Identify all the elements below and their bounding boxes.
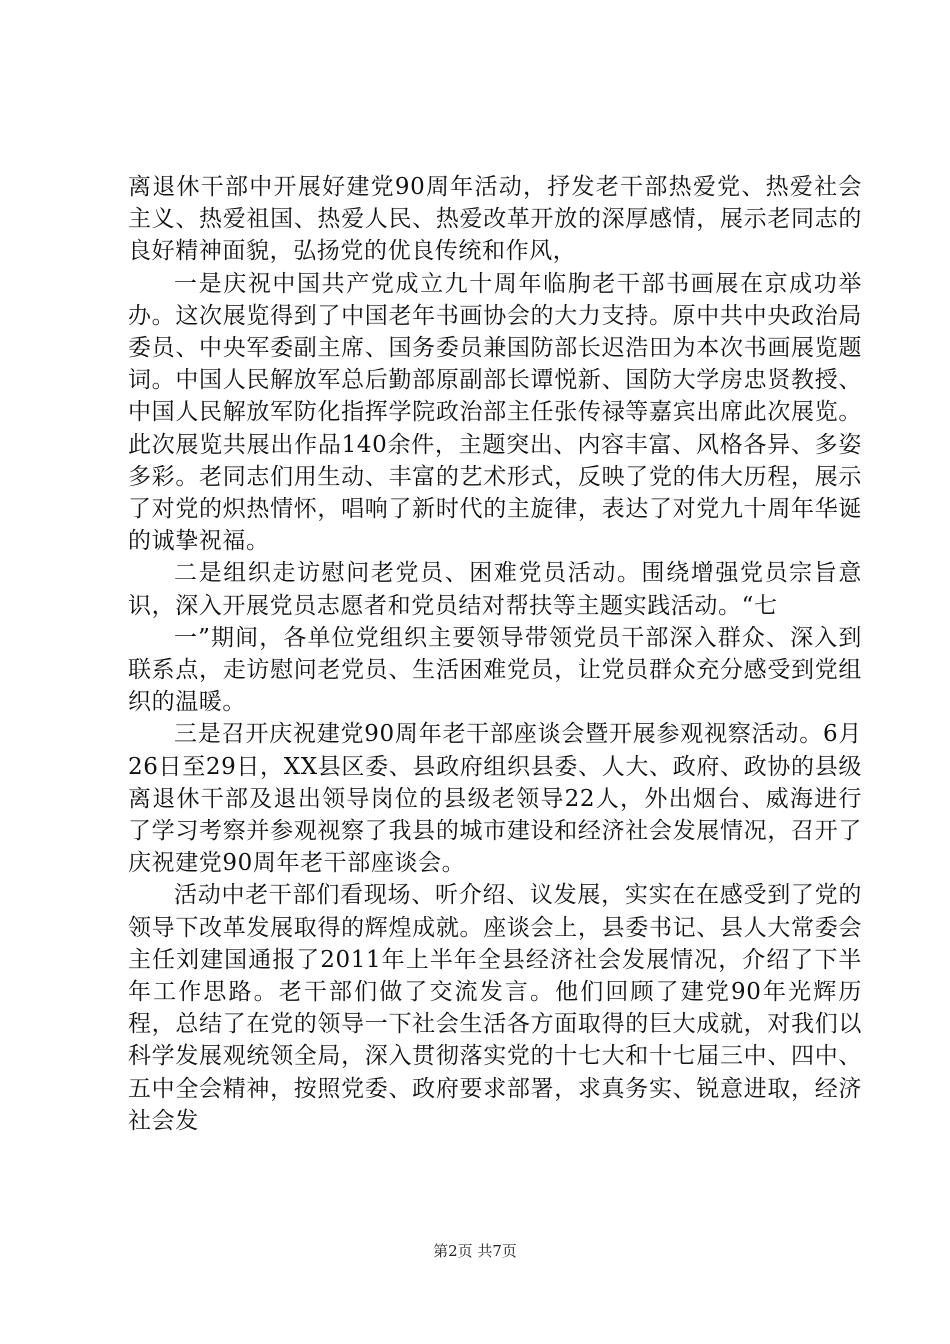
paragraph-1: 离退休干部中开展好建党90周年活动，抒发老干部热爱党、热爱社会主义、热爱祖国、热爱人民、热爱改革开放的深厚感情，展示老同志的良好精神面貌，弘扬党的优良传统和作风， xyxy=(128,174,862,265)
paragraph-6: 活动中老干部们看现场、听介绍、议发展，实实在在感受到了党的领导下改革发展取得的辉煌成就。座谈会上，县委书记、县人大常委会主任刘建国通报了2011年上半年全县经济社会发展情况，介绍了下半年工作思路。老干部们做了交流发言。他们回顾了建党90年光辉历程，总结了在党的领导一下社会生活各方面取得的巨大成就，对我们以科学发展观统领全局，深入贯彻落实党的十七大和十七届三中、四中、五中全会精神，按照党委、政府要求部署，求真务实、锐意进取，经济社会发 xyxy=(128,882,862,1134)
paragraph-5: 三是召开庆祝建党90周年老干部座谈会暨开展参观视察活动。6月26日至29日，XX县区委、县政府组织县委、人大、政府、政协的县级离退休干部及退出领导岗位的县级老领导22人，外出烟台、威海进行了学习考察并参观视察了我县的城市建设和经济社会发展情况，召开了庆祝建党90周年老干部座谈会。 xyxy=(128,721,862,877)
paragraph-2: 一是庆祝中国共产党成立九十周年临朐老干部书画展在京成功举办。这次展览得到了中国老年书画协会的大力支持。原中共中央政治局委员、中央军委副主席、国务委员兼国防部长迟浩田为本次书画展览题词。中国人民解放军总后勤部原副部长谭悦新、国防大学房忠贤教授、中国人民解放军防化指挥学院政治部主任张传禄等嘉宾出席此次展览。此次展览共展出作品140余件，主题突出、内容丰富、风格各异、多姿多彩。老同志们用生动、丰富的艺术形式，反映了党的伟大历程，展示了对党的炽热情怀，唱响了新时代的主旋律，表达了对党九十周年华诞的诚挚祝福。 xyxy=(128,270,862,555)
paragraph-3: 二是组织走访慰问老党员、困难党员活动。围绕增强党员宗旨意识，深入开展党员志愿者和党员结对帮扶等主题实践活动。“七 xyxy=(128,560,862,619)
document-body xyxy=(128,171,862,1137)
page-footer: 第2页 共7页 xyxy=(433,1242,517,1260)
paragraph-4: 一”期间，各单位党组织主要领导带领党员干部深入群众、深入到联系点，走访慰问老党员、生活困难党员，让党员群众充分感受到党组织的温暖。 xyxy=(128,624,862,716)
